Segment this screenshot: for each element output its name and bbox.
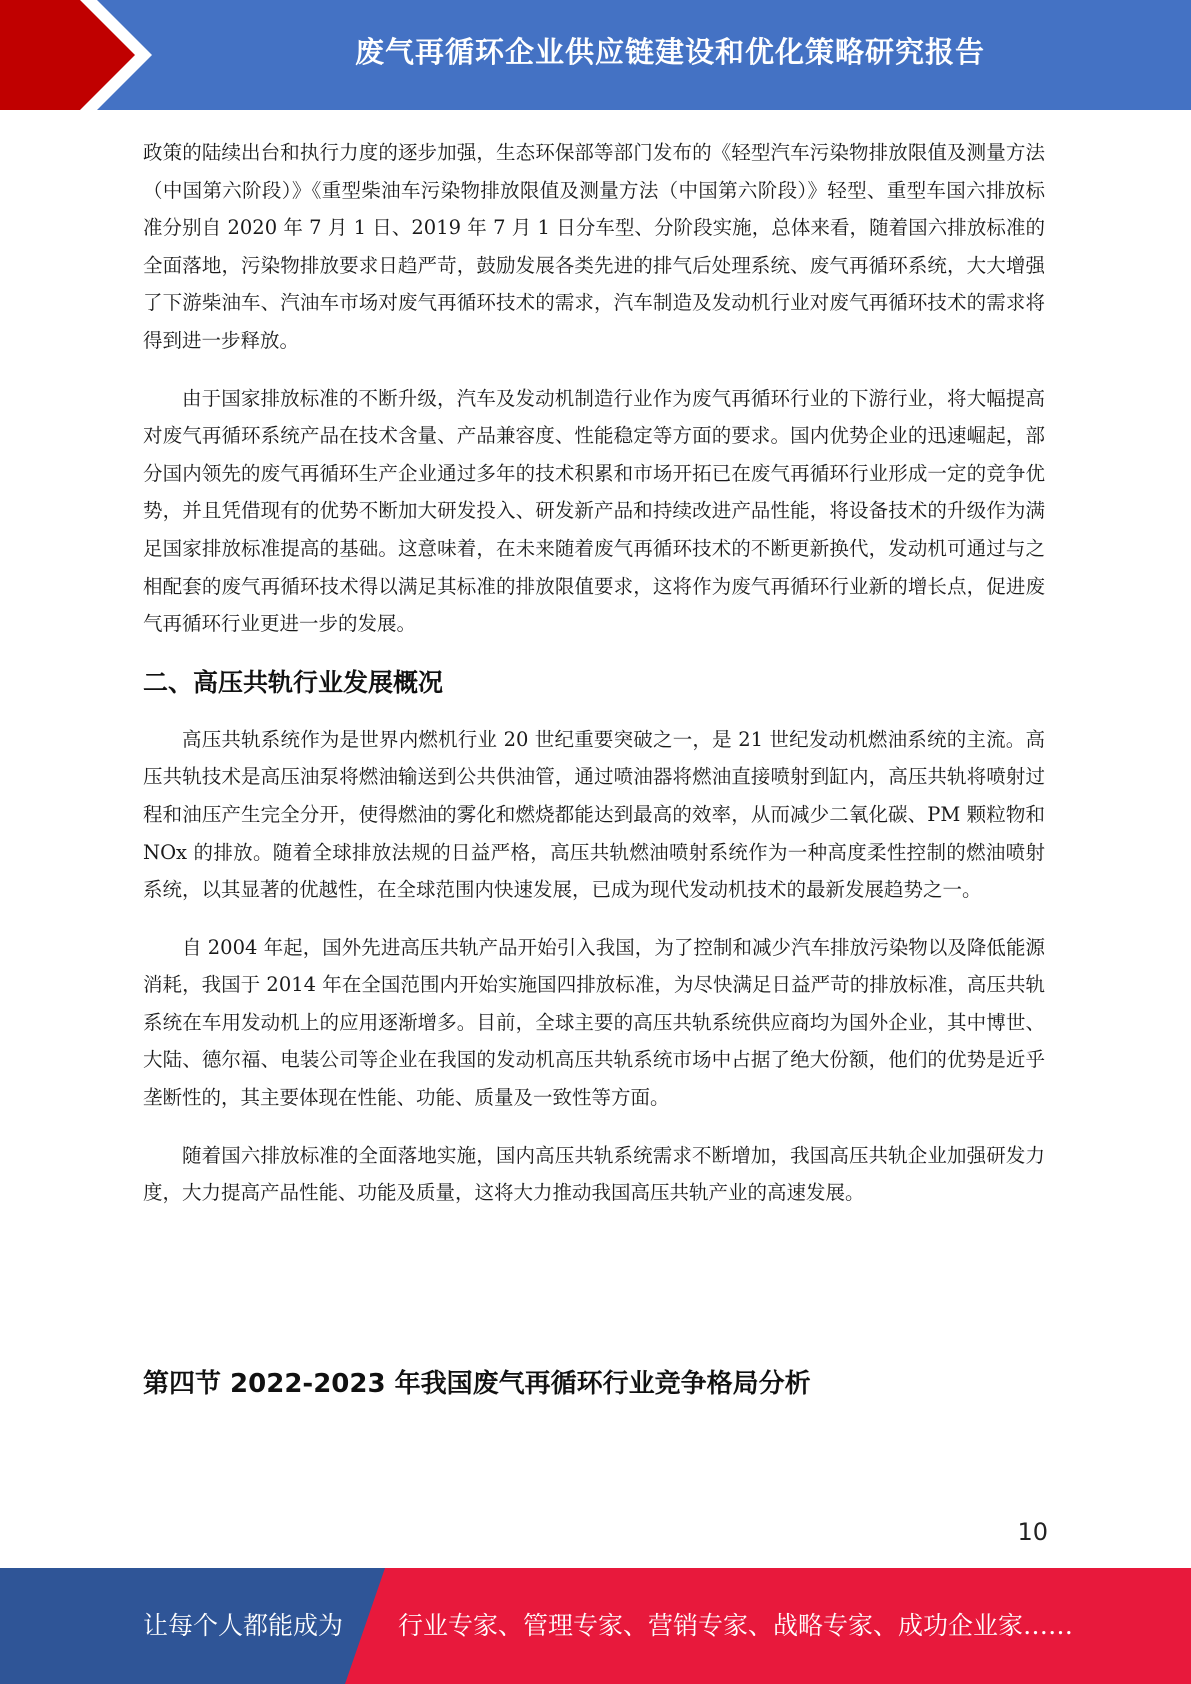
paragraph: 高压共轨系统作为是世界内燃机行业 20 世纪重要突破之一，是 21 世纪发动机燃油系统的主流。高压共轨技术是高压油泵将燃油输送到公共供油管，通过喷油器将燃油直接喷射到缸内，高压共轨将喷射过程和油压产生完全分开，使得燃油的雾化和燃烧都能达到最高的效率，从而减少二氧化碳、PM 颗粒物和 NOx 的排放。随着全球排放法规的日益严格，高压共轨燃油喷射系统作为一种高度柔性控制的燃油喷射系统，以其显著的优越性，在全球范围内快速发展，已成为现代发动机技术的最新发展趋势之一。 (143, 727, 1045, 902)
chapter-heading: 第四节 2022-2023 年我国废气再循环行业竞争格局分析 (143, 1369, 811, 1399)
footer-slogan-left: 让每个人都能成为 (143, 1611, 344, 1640)
paragraph: 由于国家排放标准的不断升级，汽车及发动机制造行业作为废气再循环行业的下游行业，将大幅提高对废气再循环系统产品在技术含量、产品兼容度、性能稳定等方面的要求。国内优势企业的迅速崛起，部分国内领先的废气再循环生产企业通过多年的技术积累和市场开拓已在废气再循环行业形成一定的竞争优势，并且凭借现有的优势不断加大研发投入、研发新产品和持续改进产品性能，将设备技术的升级作为满足国家排放标准提高的基础。这意味着，在未来随着废气再循环技术的不断更新换代，发动机可通过与之相配套的废气再循环技术得以满足其标准的排放限值要求，这将作为废气再循环行业新的增长点，促进废气再循环行业更进一步的发展。 (143, 386, 1045, 636)
document-body (143, 134, 1045, 1232)
paragraph: 政策的陆续出台和执行力度的逐步加强，生态环保部等部门发布的《轻型汽车污染物排放限值及测量方法（中国第六阶段）》《重型柴油车污染物排放限值及测量方法（中国第六阶段）》轻型、重型车国六排放标准分别自 2020 年 7 月 1 日、2019 年 7 月 1 日分车型、分阶段实施，总体来看，随着国六排放标准的全面落地，污染物排放要求日趋严苛，鼓励发展各类先进的排气后处理系统、废气再循环系统，大大增强了下游柴油车、汽油车市场对废气再循环技术的需求，汽车制造及发动机行业对废气再循环技术的需求将得到进一步释放。 (143, 141, 1045, 352)
page-header (0, 0, 1191, 110)
paragraph: 自 2004 年起，国外先进高压共轨产品开始引入我国，为了控制和减少汽车排放污染物以及降低能源消耗，我国于 2014 年在全国范围内开始实施国四排放标准，为尽快满足日益严苛的排放标准，高压共轨系统在车用发动机上的应用逐渐增多。目前，全球主要的高压共轨系统供应商均为国外企业，其中博世、大陆、德尔福、电装公司等企业在我国的发动机高压共轨系统市场中占据了绝大份额，他们的优势是近乎垄断性的，其主要体现在性能、功能、质量及一致性等方面。 (143, 935, 1045, 1110)
page-footer (0, 1568, 1191, 1684)
paragraph: 随着国六排放标准的全面落地实施，国内高压共轨系统需求不断增加，我国高压共轨企业加强研发力度，大力提高产品性能、功能及质量，这将大力推动我国高压共轨产业的高速发展。 (143, 1143, 1045, 1205)
footer-slogan-right: 行业专家、管理专家、营销专家、战略专家、成功企业家…… (398, 1611, 1074, 1640)
section-heading: 二、高压共轨行业发展概况 (143, 667, 444, 697)
page-number: 10 (1017, 1518, 1048, 1546)
report-title: 废气再循环企业供应链建设和优化策略研究报告 (354, 35, 985, 69)
